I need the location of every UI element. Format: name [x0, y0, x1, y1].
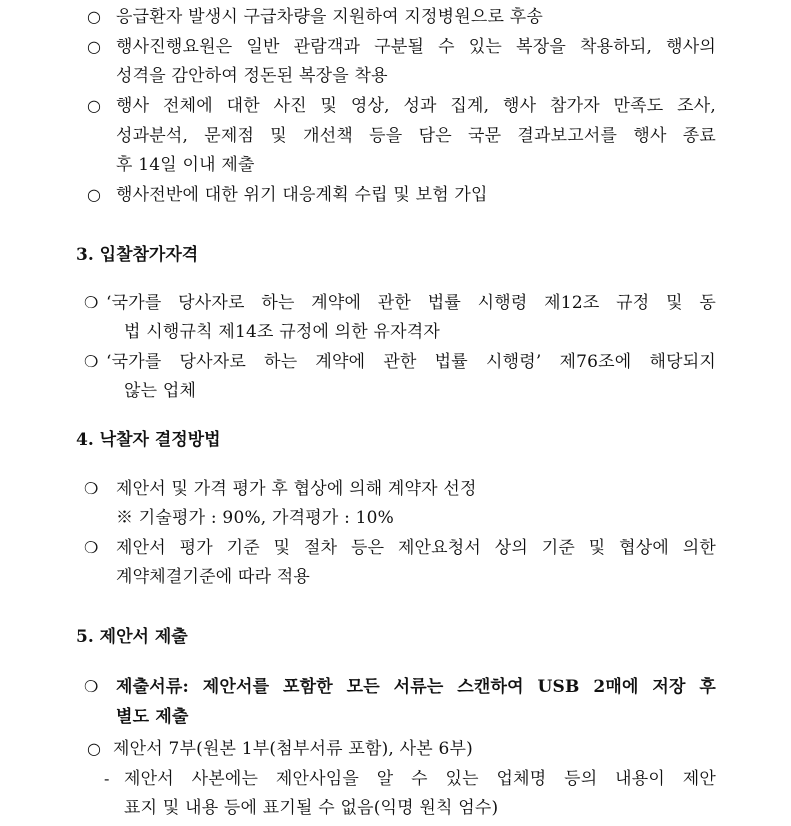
circle-bullet-icon: ○	[87, 7, 101, 26]
evaluation-ratio-note: ※ 기술평가 : 90%, 가격평가 : 10%	[116, 508, 395, 528]
list-item: 행사진행요원은 일반 관람객과 구분될 수 있는 복장을 착용하되, 행사의	[116, 37, 716, 57]
list-item: 제출서류: 제안서를 포함한 모든 서류는 스캔하여 USB 2매에 저장 후	[116, 677, 716, 697]
list-item-continued: 별도 제출	[116, 707, 189, 727]
list-item: 제안서 및 가격 평가 후 협상에 의해 계약자 선정	[116, 479, 477, 499]
hollow-circle-bullet-icon: ❍	[84, 538, 99, 557]
list-item-continued: 성과분석, 문제점 및 개선책 등을 담은 국문 결과보고서를 행사 종료	[116, 126, 716, 146]
list-item-continued: 성격을 감안하여 정돈된 복장을 착용	[116, 66, 388, 86]
hollow-circle-bullet-icon: ❍	[84, 293, 99, 312]
list-item-continued: 않는 업체	[124, 381, 197, 401]
hollow-circle-bullet-icon: ❍	[84, 479, 99, 498]
list-item: 행사 전체에 대한 사진 및 영상, 성과 집계, 행사 참가자 만족도 조사,	[116, 96, 716, 116]
dash-list-item: 제안서 사본에는 제안사임을 알 수 있는 업체명 등의 내용이 제안	[124, 769, 716, 789]
circle-bullet-icon: ○	[87, 185, 101, 204]
sub-list-item: 제안서 7부(원본 1부(첨부서류 포함), 사본 6부)	[113, 739, 473, 759]
section-heading: 5. 제안서 제출	[76, 627, 188, 647]
circle-bullet-icon: ○	[87, 96, 101, 115]
circle-bullet-icon: ○	[87, 37, 101, 56]
hollow-circle-bullet-icon: ❍	[84, 677, 99, 696]
dash-list-item-continued: 표지 및 내용 등에 표기될 수 없음(익명 원칙 엄수)	[124, 798, 499, 818]
list-item: 응급환자 발생시 구급차량을 지원하여 지정병원으로 후송	[116, 7, 543, 27]
dash-bullet-icon: -	[104, 769, 110, 788]
circle-bullet-icon: ○	[87, 739, 101, 758]
list-item: ‘국가를 당사자로 하는 계약에 관한 법률 시행령 제12조 규정 및 동	[106, 293, 716, 313]
list-item-continued: 법 시행규칙 제14조 규정에 의한 유자격자	[124, 322, 441, 342]
list-item: 행사전반에 대한 위기 대응계획 수립 및 보험 가입	[116, 185, 488, 205]
list-item: ‘국가를 당사자로 하는 계약에 관한 법률 시행령’ 제76조에 해당되지	[106, 352, 716, 372]
list-item-continued: 후 14일 이내 제출	[116, 155, 255, 175]
section-heading: 3. 입찰참가자격	[76, 245, 199, 265]
list-item: 제안서 평가 기준 및 절차 등은 제안요청서 상의 기준 및 협상에 의한	[116, 538, 716, 558]
hollow-circle-bullet-icon: ❍	[84, 352, 99, 371]
list-item-continued: 계약체결기준에 따라 적용	[116, 567, 311, 587]
section-heading: 4. 낙찰자 결정방법	[76, 430, 221, 450]
